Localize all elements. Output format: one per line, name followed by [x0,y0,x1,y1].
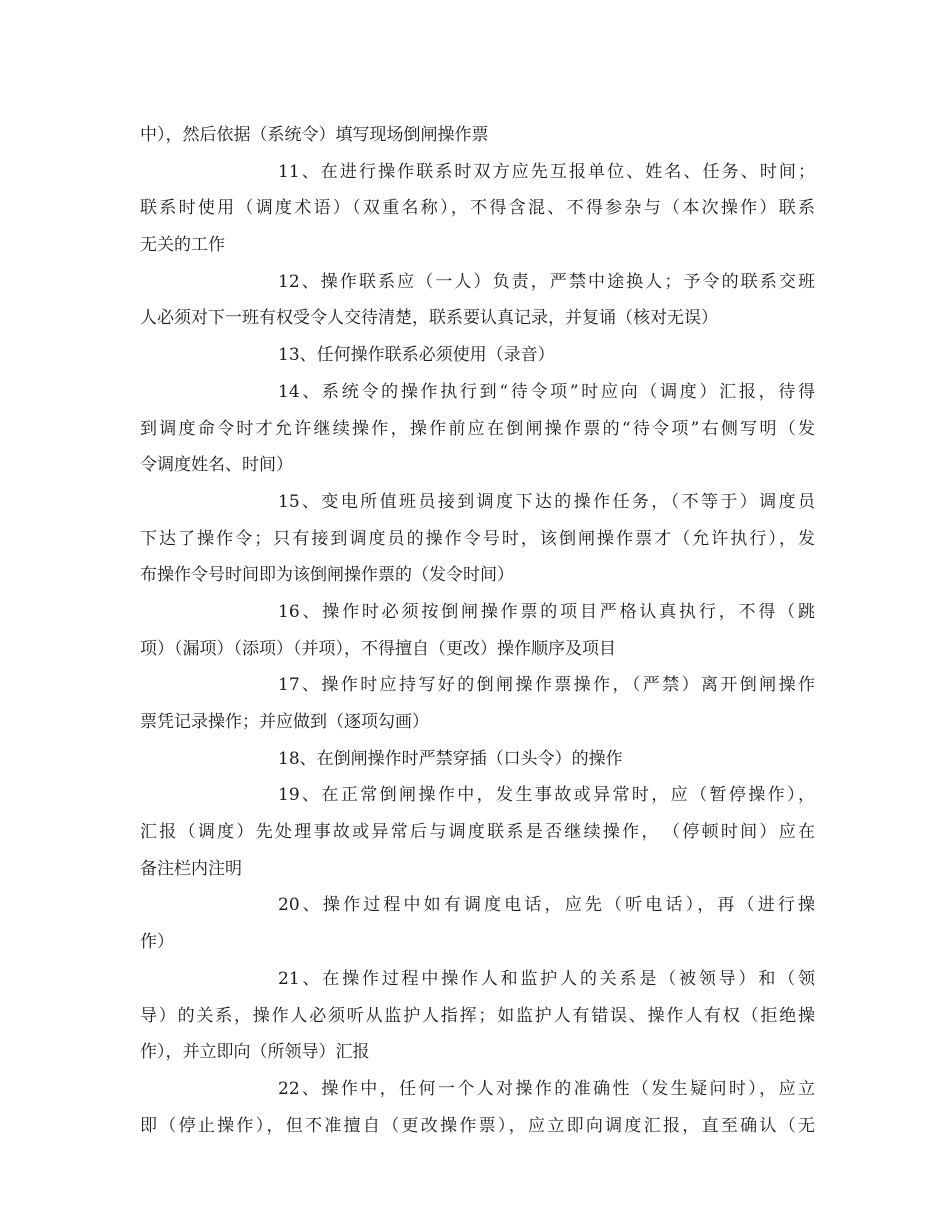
text-line: 作） [140,932,174,953]
text-line: 16、操作时必须按倒闸操作票的项目严格认真执行，不得（跳 [278,601,815,622]
text-line: 联系时使用（调度术语）（双重名称），不得含混、不得参杂与（本次操作）联系 [140,198,815,219]
text-line: 令调度姓名、时间） [140,455,293,476]
text-line: 12、操作联系应（一人）负责，严禁中途换人；予令的联系交班 [278,271,815,292]
text-line: 13、任何操作联系必须使用（录音） [278,345,555,366]
text-line: 18、在倒闸操作时严禁穿插（口头令）的操作 [278,748,623,769]
text-line: 14、系统令的操作执行到“待令项”时应向（调度）汇报，待得 [278,381,815,402]
text-line: 下达了操作令；只有接到调度员的操作令号时，该倒闸操作票才（允许执行），发 [140,528,815,549]
document-body-text [140,117,815,1144]
text-line: 布操作令号时间即为该倒闸操作票的（发令时间） [140,565,514,586]
text-line: 汇报（调度）先处理事故或异常后与调度联系是否继续操作， （停顿时间）应在 [140,822,815,843]
text-line: 人必须对下一班有权受令人交待清楚，联系要认真记录，并复诵（核对无误） [140,308,718,329]
text-line: 17、操作时应持写好的倒闸操作票操作，（严禁）离开倒闸操作 [278,675,815,696]
text-line: 中），然后依据（系统令）填写现场倒闸操作票 [140,125,489,145]
text-line: 即（停止操作），但不准擅自（更改操作票），应立即向调度汇报，直至确认（无 [140,1115,815,1136]
text-line: 15、变电所值班员接到调度下达的操作任务，（不等于）调度员 [278,491,815,512]
text-line: 项）（漏项）（添项）（并项），不得擅自（更改）操作顺序及项目 [140,638,616,659]
text-line: 到调度命令时才允许继续操作，操作前应在倒闸操作票的“待令项”右侧写明（发 [140,418,815,439]
text-line: 无关的工作 [140,235,225,256]
text-line: 作），并立即向（所领导）汇报 [140,1042,370,1063]
text-line: 11、在进行操作联系时双方应先互报单位、姓名、任务、时间； [278,161,815,182]
text-line: 21、在操作过程中操作人和监护人的关系是（被领导）和（领 [278,968,815,989]
text-line: 22、操作中，任何一个人对操作的准确性（发生疑问时），应立 [278,1078,815,1099]
text-line: 票凭记录操作；并应做到（逐项勾画） [140,712,429,732]
text-line: 19、在正常倒闸操作中，发生事故或异常时，应（暂停操作）， [278,785,815,806]
text-line: 导）的关系，操作人必须听从监护人指挥；如监护人有错误、操作人有权（拒绝操 [140,1005,815,1026]
text-line: 备注栏内注明 [140,858,242,879]
text-line: 20、操作过程中如有调度电话，应先（听电话），再（进行操 [278,895,815,916]
